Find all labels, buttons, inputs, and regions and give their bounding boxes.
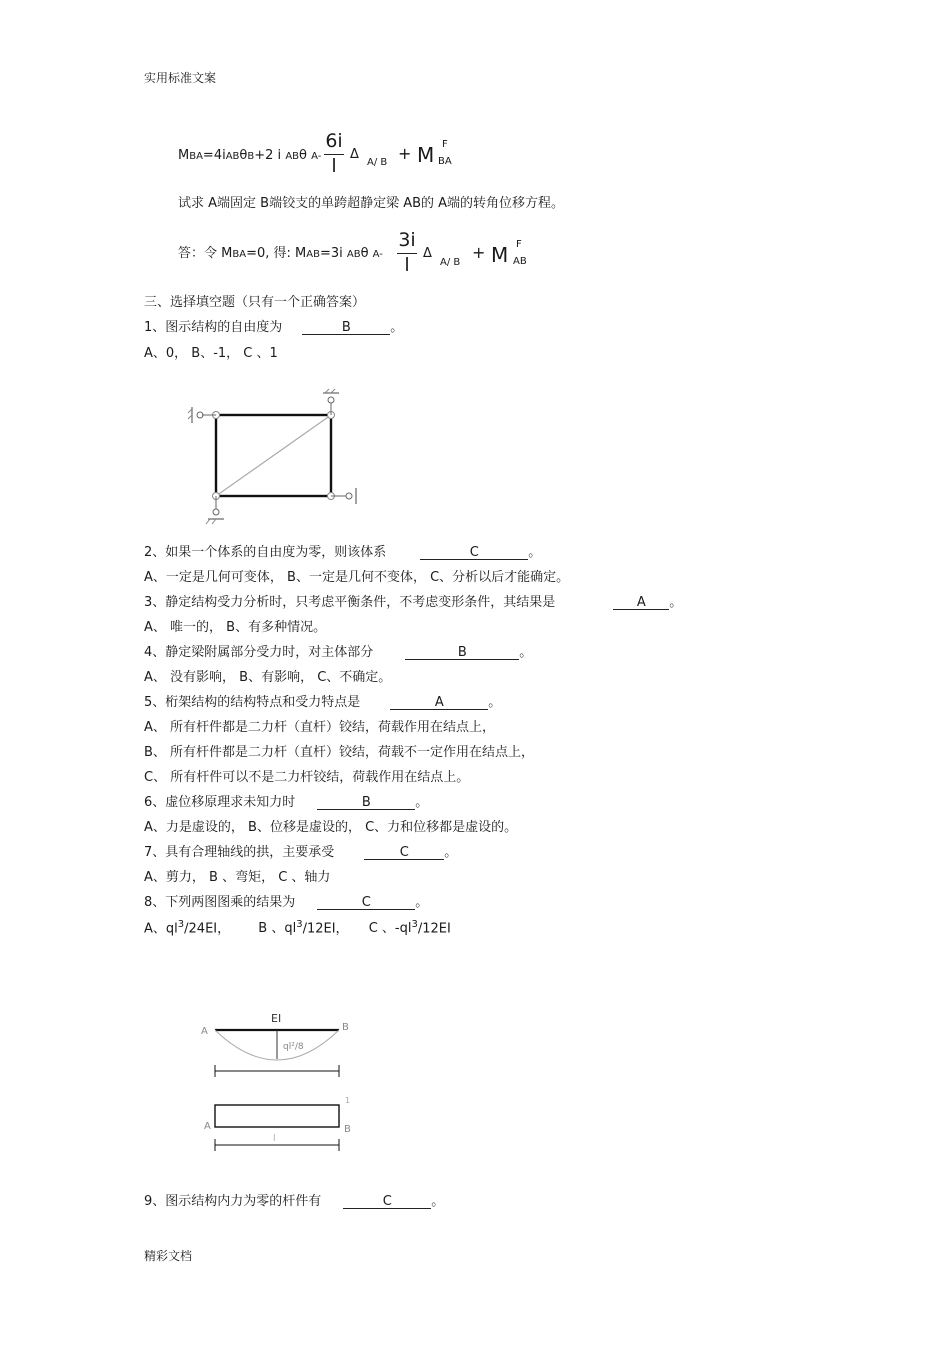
formula2-lhs: 答：令 MBA=0, 得: MAB=3i ABθ A- [178, 246, 383, 261]
formula1-delta: Δ [350, 147, 359, 162]
option-5c: C、 所有杆件可以不是二力杆铰结，荷载作用在结点上。 [144, 770, 470, 785]
answer-blank: A [613, 596, 669, 610]
formula2-M-sup: F [516, 239, 522, 250]
answer-blank: C [343, 1195, 431, 1209]
question-text: 试求 A端固定 B端铰支的单跨超静定梁 AB的 A端的转角位移方程。 [178, 196, 565, 211]
option-5b: B、 所有杆件都是二力杆（直杆）铰结，荷载不一定作用在结点上， [144, 745, 535, 760]
options-1: A、0， B、-1， C 、1 [144, 346, 278, 361]
question-5: 5、桁架结构的结构特点和受力特点是 A 。 [144, 695, 502, 710]
question-1: 1、图示结构的自由度为 B 。 [144, 320, 404, 335]
formula1-fraction: 6i l [325, 130, 343, 177]
options-6: A、力是虚设的， B、位移是虚设的， C、力和位移都是虚设的。 [144, 820, 518, 835]
question-7: 7、具有合理轴线的拱，主要承受 C 。 [144, 845, 458, 860]
answer-blank: C [317, 896, 415, 910]
frame-structure-figure [180, 385, 380, 530]
answer-blank: A [390, 696, 488, 710]
formula1-M-sub: BA [438, 156, 452, 167]
fig-label-ql: ql²/8 [283, 1042, 304, 1052]
formula2-delta: Δ [423, 246, 432, 261]
page-footer: 精彩文档 [144, 1249, 193, 1263]
question-9: 9、图示结构内力为零的杆件有 C 。 [144, 1194, 445, 1209]
fig-label-1: 1 [345, 1096, 351, 1105]
formula1-M-sup: F [442, 139, 448, 150]
question-2: 2、如果一个体系的自由度为零，则该体系 C 。 [144, 545, 542, 560]
formula2-M: M [491, 243, 509, 267]
formula2-fraction: 3i l [398, 229, 416, 276]
answer-blank: B [405, 646, 519, 660]
options-3: A、 唯一的， B、有多种情况。 [144, 620, 327, 635]
option-5a: A、 所有杆件都是二力杆（直杆）铰结，荷载作用在结点上， [144, 720, 496, 735]
formula2-delta-sub: A/ B [440, 257, 461, 268]
options-7: A、剪力， B 、弯矩， C 、轴力 [144, 870, 331, 885]
options-2: A、一定是几何可变体， B、一定是几何不变体， C、分析以后才能确定。 [144, 570, 570, 585]
page-header: 实用标准文案 [144, 71, 217, 85]
options-4: A、 没有影响， B、有影响， C、不确定。 [144, 670, 392, 685]
formula1-plus: + [398, 144, 412, 163]
section-title: 三、选择填空题（只有一个正确答案） [144, 295, 366, 310]
question-3: 3、静定结构受力分析时，只考虑平衡条件，不考虑变形条件，其结果是 A 。 [144, 595, 683, 610]
question-4: 4、静定梁附属部分受力时，对主体部分 B 。 [144, 645, 533, 660]
fig-label-a2: A [204, 1121, 211, 1132]
question-8: 8、下列两图图乘的结果为 C 。 [144, 895, 429, 910]
formula2-M-sub: AB [513, 256, 527, 267]
answer-blank: B [302, 321, 390, 335]
answer-blank: C [420, 546, 528, 560]
answer-blank: B [317, 796, 415, 810]
formula1-M: M [417, 143, 435, 167]
answer-blank: C [364, 846, 444, 860]
fig-label-l: l [273, 1134, 276, 1144]
fig-label-b2: B [344, 1124, 351, 1135]
formula1-delta-sub: A/ B [367, 157, 388, 168]
formula1-lhs: MBA=4iABθB+2 i ABθ A- [178, 148, 322, 163]
formula2-plus: + [472, 243, 486, 262]
question-6: 6、虚位移原理求未知力时 B 。 [144, 795, 429, 810]
fig-label-b: B [342, 1022, 349, 1033]
fig-label-ei: EI [271, 1012, 282, 1025]
fig-label-a: A [201, 1026, 208, 1037]
graph-multiplication-figure [195, 1005, 365, 1165]
options-8: A、$ql^3/24EI$， B 、$ql^3/12EI$， C 、$-ql^3/12EI$ [144, 919, 451, 937]
